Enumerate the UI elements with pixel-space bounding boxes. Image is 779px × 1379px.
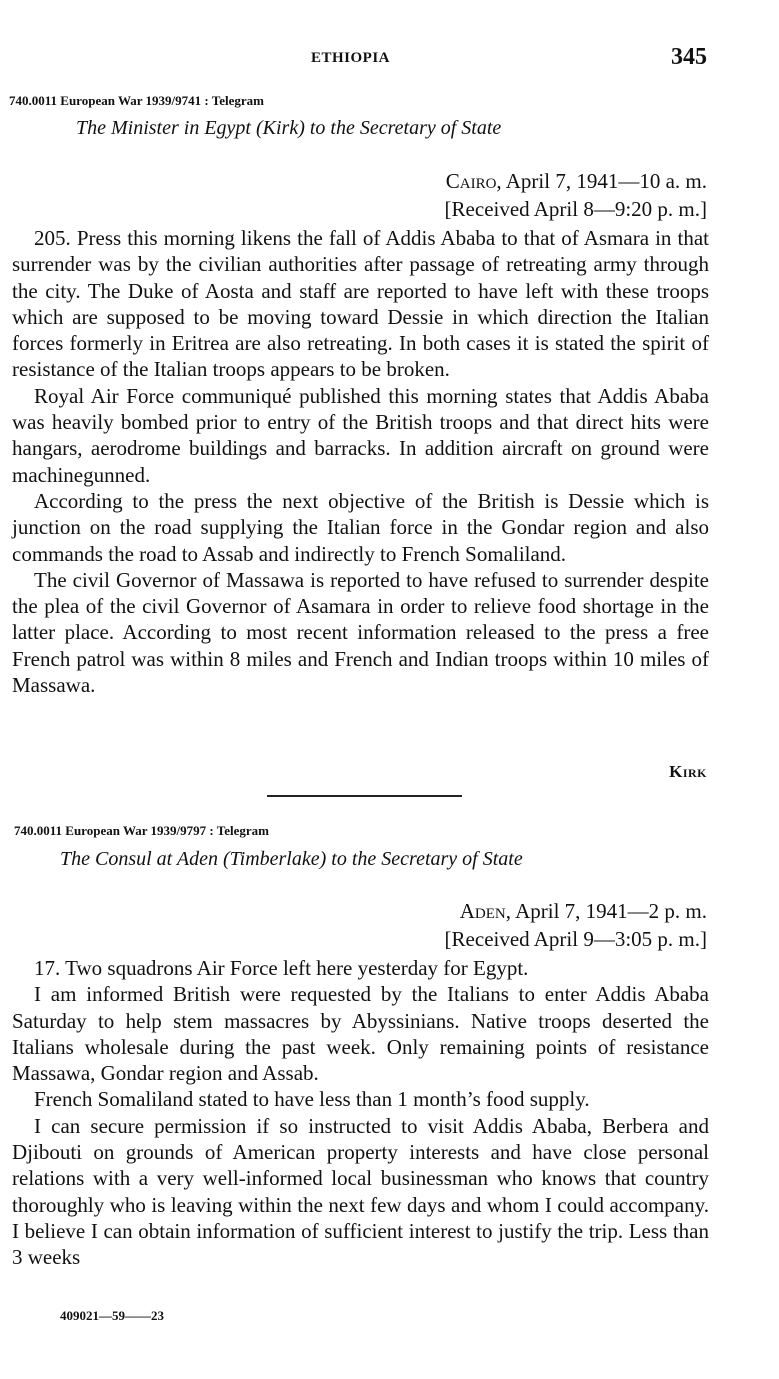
- paragraph: I am informed British were requested by the Italians to enter Addis Ababa Saturday to help stem massacres by Abyssinians. Native troops deserted the Italians wholesale during the past week. Only remaining points of resistance Massawa, Gondar region and Assab.: [12, 982, 709, 1086]
- paragraph: Royal Air Force communiqué published this morning states that Addis Ababa was heavily bombed prior to entry of the British troops and that direct hits were hangars, aerodrome buildings and barracks. In addition aircraft on ground were machinegunned.: [12, 383, 709, 487]
- body-text-2: [12, 955, 709, 1271]
- dateline-2: [445, 897, 707, 953]
- dateline-date-1: , April 7, 1941—10 a. m.: [496, 169, 707, 193]
- body-text-1: [12, 225, 709, 698]
- paragraph: French Somaliland stated to have less than 1 month’s food supply.: [34, 1087, 590, 1112]
- paragraph: I can secure permission if so instructed to visit Addis Ababa, Berbera and Djibouti on grounds of American property interests and have close personal relations with a very well-informed local businessman who knows that country thoroughly who is leaving within the next few days and whom I could accompany. I believe I can obtain information of sufficient interest to justify the trip. Less than 3 weeks: [12, 1113, 709, 1270]
- page-number: 345: [671, 44, 707, 70]
- paragraph: According to the press the next objective of the British is Dessie which is junction on the road supplying the Italian force in the Gondar region and also commands the road to Assab and indirectly to French Somaliland.: [12, 488, 709, 566]
- dateline-1: [445, 167, 707, 223]
- running-head: [0, 44, 779, 74]
- file-reference-2: 740.0011 European War 1939/9797 : Telegram: [14, 823, 269, 838]
- section-divider: [267, 795, 462, 797]
- dateline-date-2: , April 7, 1941—2 p. m.: [505, 899, 707, 923]
- dateline-place-1: Cairo: [445, 169, 497, 193]
- print-code: 409021—59——23: [60, 1308, 164, 1323]
- document-title-1: The Minister in Egypt (Kirk) to the Secretary of State: [76, 117, 502, 139]
- paragraph: 205. Press this morning likens the fall of Addis Ababa to that of Asmara in that surrender was by the civilian authorities after passage of retreating army through the city. The Duke of Aosta and staff are reported to have left with these troops which are supposed to be moving toward Dessie in which direction the Italian forces formerly in Eritrea are also retreating. In both cases it is stated the spirit of resistance of the Italian troops appears to be broken.: [12, 226, 709, 382]
- file-reference-1: 740.0011 European War 1939/9741 : Telegram: [9, 93, 264, 108]
- received-line-1: [Received April 8—9:20 p. m.]: [444, 197, 707, 221]
- running-title: ETHIOPIA: [311, 50, 391, 66]
- paragraph: 17. Two squadrons Air Force left here yesterday for Egypt.: [34, 956, 529, 980]
- paragraph: The civil Governor of Massawa is reported to have refused to surrender despite the plea of the civil Governor of Asamara in order to relieve food shortage in the latter place. According to most recent information released to the press a free French patrol was within 8 miles and French and Indian troops within 10 miles of Massawa.: [12, 567, 709, 698]
- dateline-place-2: Aden: [459, 899, 506, 923]
- signature-1: Kirk: [669, 762, 707, 781]
- document-title-2: The Consul at Aden (Timberlake) to the Secretary of State: [60, 848, 523, 870]
- received-line-2: [Received April 9—3:05 p. m.]: [444, 927, 707, 951]
